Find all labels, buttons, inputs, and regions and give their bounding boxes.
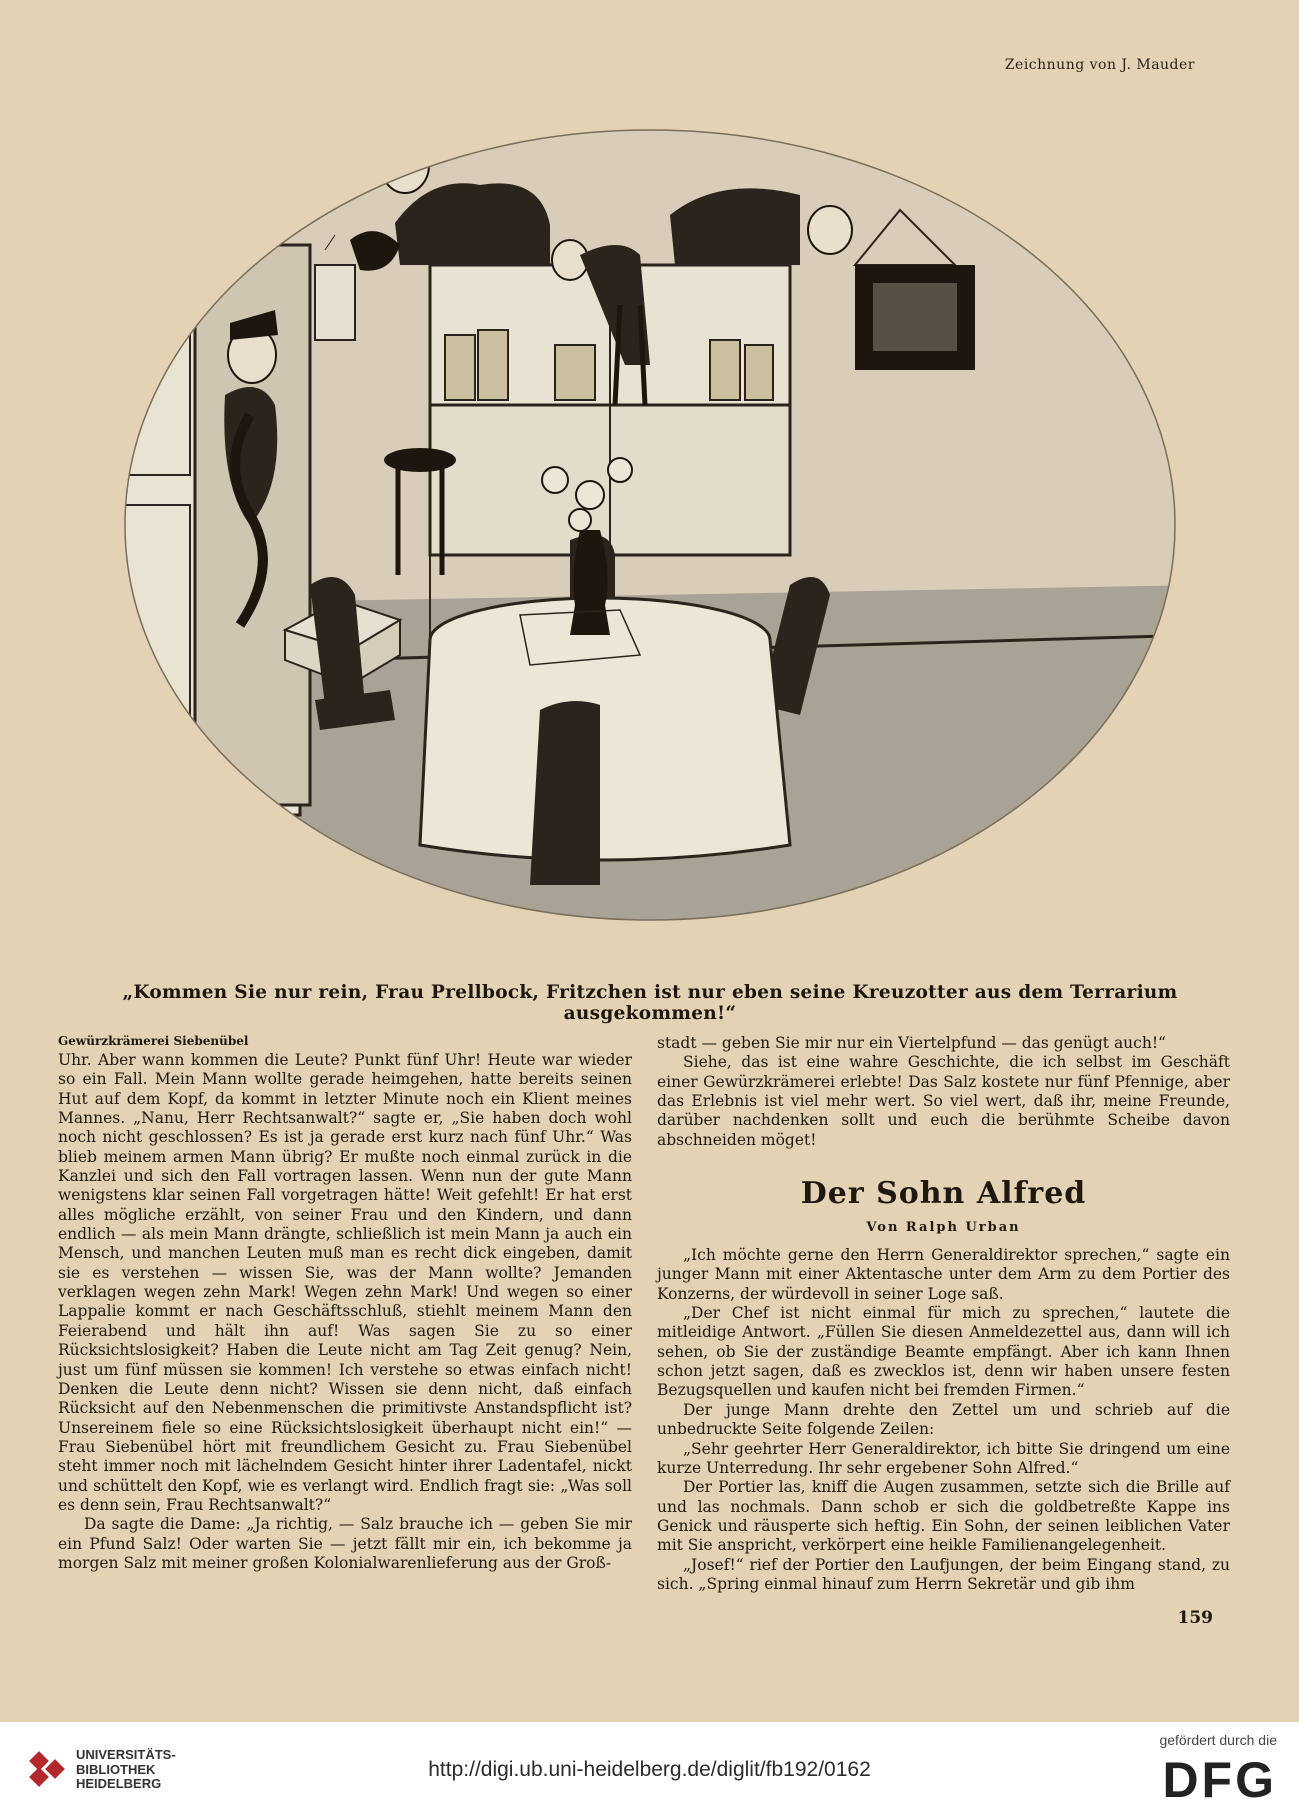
library-name-line: BIBLIOTHEK	[76, 1761, 156, 1777]
paragraph: Siehe, das ist eine wahre Geschichte, die ich selbst im Geschäft einer Gewürzkrämerei erlebte! Das Salz kostete nur fünf Pfennige, aber das Erlebnis ist viel mehr wert. So viel wert, daß ihr, meine Freunde, darüber nachdenken sollt und euch die berühmte Scheibe davon abschneiden möget!	[657, 1053, 1230, 1149]
left-text-column	[58, 1034, 632, 1573]
paragraph: Der junge Mann drehte den Zettel um und schrieb auf die unbedruckte Seite folgende Zeilen:	[657, 1400, 1230, 1439]
section-label: Gewürzkrämerei Siebenübel	[58, 1034, 249, 1048]
right-text-column	[657, 1034, 1230, 1594]
paragraph: „Der Chef ist nicht einmal für mich zu sprechen,“ lautete die mitleidige Antwort. „Füllen Sie diesen Anmeldezettel aus, dann will ich sehen, ob Sie der zuständige Beamte empfängt. Aber ich kann Ihnen schon jetzt sagen, daß es zwecklos ist, denn wir haben unsere festen Bezugsquellen und kaufen nicht bei fremden Firmen.“	[657, 1304, 1230, 1400]
article-author: Von Ralph Urban	[866, 1220, 1021, 1236]
article-title: Der Sohn Alfred	[800, 1176, 1087, 1212]
cartoon-illustration	[100, 105, 1200, 995]
paragraph: Der Portier las, kniff die Augen zusammen, setzte sich die Brille auf und las nochmals. Dann schob er sich die goldbetreßte Kappe ins Genick und räusperte sich heftig. Ein Sohn, der seinen leiblichen Vater mit Sie anspricht, verkörpert eine heikle Familienangelegenheit.	[657, 1478, 1230, 1555]
library-name-line: HEIDELBERG	[76, 1776, 162, 1791]
digitization-footer	[0, 1722, 1299, 1816]
library-name-line: UNIVERSITÄTS-	[76, 1747, 176, 1762]
paragraph: „Ich möchte gerne den Herrn Generaldirektor sprechen,“ sagte ein junger Mann mit einer Aktentasche unter dem Arm zu dem Portier des Konzerns, der würdevoll in seiner Loge saß.	[657, 1246, 1230, 1303]
funding-label: gefördert durch die	[1159, 1732, 1277, 1748]
paragraph: „Sehr geehrter Herr Generaldirektor, ich bitte Sie dringend um eine kurze Unterredung. Ihr sehr ergebener Sohn Alfred.“	[657, 1439, 1230, 1477]
dfg-logo: DFG	[1162, 1752, 1277, 1808]
illustration-caption: „Kommen Sie nur rein, Frau Prellbock, Fritzchen ist nur eben seine Kreuzotter aus dem Terrarium ausgekommen!“	[122, 982, 1178, 1024]
page-number: 159	[1177, 1608, 1213, 1628]
illustration-credit: Zeichnung von J. Mauder	[1004, 57, 1195, 73]
paragraph: Da sagte die Dame: „Ja richtig, — Salz brauche ich — geben Sie mir ein Pfund Salz! Oder warten Sie — jetzt fällt mir ein, ich bekomme ja morgen Salz mit meiner großen Kolonialwarenlieferung aus der Groß-	[58, 1515, 632, 1572]
source-url-link[interactable]: http://digi.ub.uni-heidelberg.de/diglit/fb192/0162	[428, 1758, 871, 1781]
paragraph: „Josef!“ rief der Portier den Laufjungen, der beim Eingang stand, zu sich. „Spring einmal hinauf zum Herrn Sekretär und gib ihm	[657, 1555, 1230, 1593]
paragraph: stadt — geben Sie mir nur ein Viertelpfund — das genügt auch!“	[657, 1034, 1166, 1052]
paragraph: Uhr. Aber wann kommen die Leute? Punkt fünf Uhr! Heute war wieder so ein Fall. Mein Mann wollte gerade heimgehen, hatte bereits seinen Hut auf dem Kopf, da kommt in letzter Minute noch ein Klient meines Mannes. „Nanu, Herr Rechtsanwalt?“ sagte er, „Sie haben doch wohl noch nicht geschlossen? Es ist ja gerade erst kurz nach fünf Uhr.“ Was blieb meinem armen Mann übrig? Er mußte noch einmal zurück in die Kanzlei und sich den Fall vortragen lassen. Wenn nun der gute Mann wenigstens klar seinen Fall vorgetragen hätte! Weit gefehlt! Er hat erst alles mögliche erzählt, von seiner Frau und den Kindern, und dann endlich — als mein Mann drängte, schließlich ist mein Mann ja auch ein Mensch, und manchen Leuten muß man es recht dick eingeben, damit sie es verstehen — wissen Sie, was der Mann wollte? Jemanden verklagen wegen zehn Mark! Wegen zehn Mark! Und wegen so einer Lappalie kommt er nach Geschäftsschluß, stiehlt meinem Mann den Feierabend und hält ihn auf! Was sagen Sie zu so einer Rücksichtslosigkeit? Haben die Leute nicht am Tag Zeit genug? Nein, just um fünf müssen sie kommen! Ich verstehe so etwas einfach nicht! Denken die Leute denn nicht? Wissen sie denn nicht, daß einfach Rücksicht auf den Nebenmenschen die primitivste Anstandspflicht ist? Unsereinem fiele so eine Rücksichtslosigkeit überhaupt nicht ein!“ — Frau Siebenübel hört mit freundlichem Gesicht zu. Frau Siebenübel steht immer noch mit lächelndem Gesicht hinter ihrer Ladentafel, nickt und schüttelt den Kopf, wie es verlangt wird. Endlich fragt sie: „Was soll es denn sein, Frau Rechtsanwalt?“	[58, 1051, 632, 1514]
